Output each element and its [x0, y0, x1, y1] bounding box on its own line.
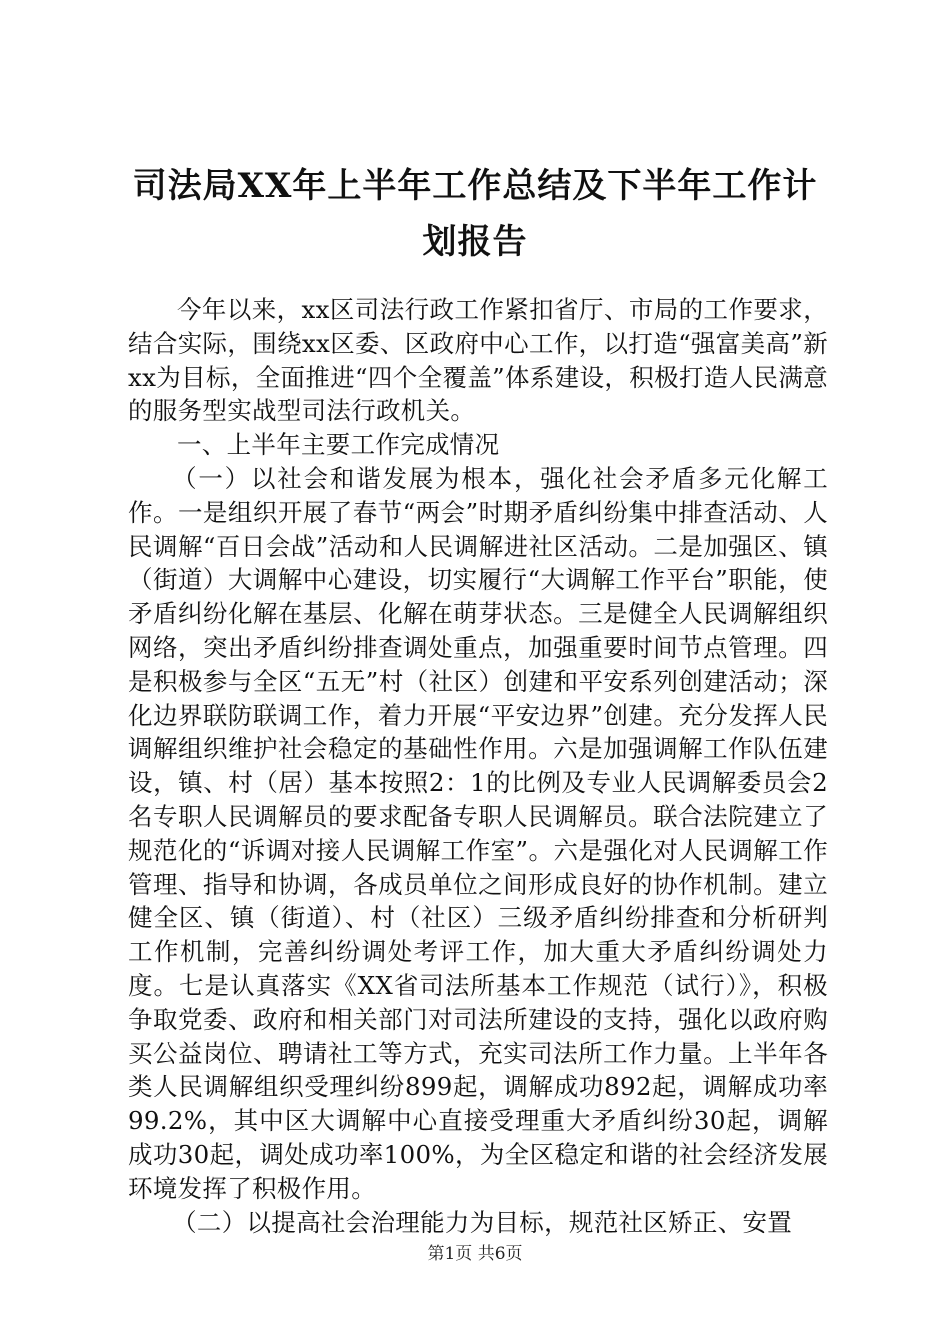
- document-title-line-2: 划报告: [422, 222, 528, 262]
- page-number: 第1页 共6页: [427, 1244, 523, 1264]
- subsection-paragraph-2: （二）以提高社会治理能力为目标，规范社区矫正、安置: [172, 1207, 793, 1237]
- subsection-paragraph-1: （一）以社会和谐发展为根本，强化社会矛盾多元化解工作。一是组织开展了春节“两会”时期矛盾纠纷集中排查活动、人民调解“百日会战”活动和人民调解进社区活动。二是加强区、镇（街道）大调解中心建设，切实履行“大调解工作平台”职能，使矛盾纠纷化解在基层、化解在萌芽状态。三是健全人民调解组织网络，突出矛盾纠纷排查调处重点，加强重要时间节点管理。四是积极参与全区“五无”村（社区）创建和平安系列创建活动；深化边界联防联调工作，着力开展“平安边界”创建。充分发挥人民调解组织维护社会稳定的基础性作用。六是加强调解工作队伍建设，镇、村（居）基本按照2：1的比例及专业人民调解委员会2名专职人民调解员的要求配备专职人民调解员。联合法院建立了规范化的“诉调对接人民调解工作室”。六是强化对人民调解工作管理、指导和协调，各成员单位之间形成良好的协作机制。建立健全区、镇（街道）、村（社区）三级矛盾纠纷排查和分析研判工作机制，完善纠纷调处考评工作，加大重大矛盾纠纷调处力度。七是认真落实《XX省司法所基本工作规范（试行）》，积极争取党委、政府和相关部门对司法所建设的支持，强化以政府购买公益岗位、聘请社工等方式，充实司法所工作力量。上半年各类人民调解组织受理纠纷899起，调解成功892起，调解成功率99.2%，其中区大调解中心直接受理重大矛盾纠纷30起，调解成功30起，调处成功率100%，为全区稳定和谐的社会经济发展环境发挥了积极作用。: [128, 463, 828, 1203]
- section-heading: 一、上半年主要工作完成情况: [177, 430, 500, 460]
- document-body: [128, 293, 828, 1239]
- intro-paragraph: 今年以来，xx区司法行政工作紧扣省厅、市局的工作要求，结合实际，围绕xx区委、区政府中心工作，以打造“强富美高”新xx为目标，全面推进“四个全覆盖”体系建设，积极打造人民满意的服务型实战型司法行政机关。: [128, 295, 828, 426]
- document-title-line-1: 司法局XX年上半年工作总结及下半年工作计: [132, 166, 818, 206]
